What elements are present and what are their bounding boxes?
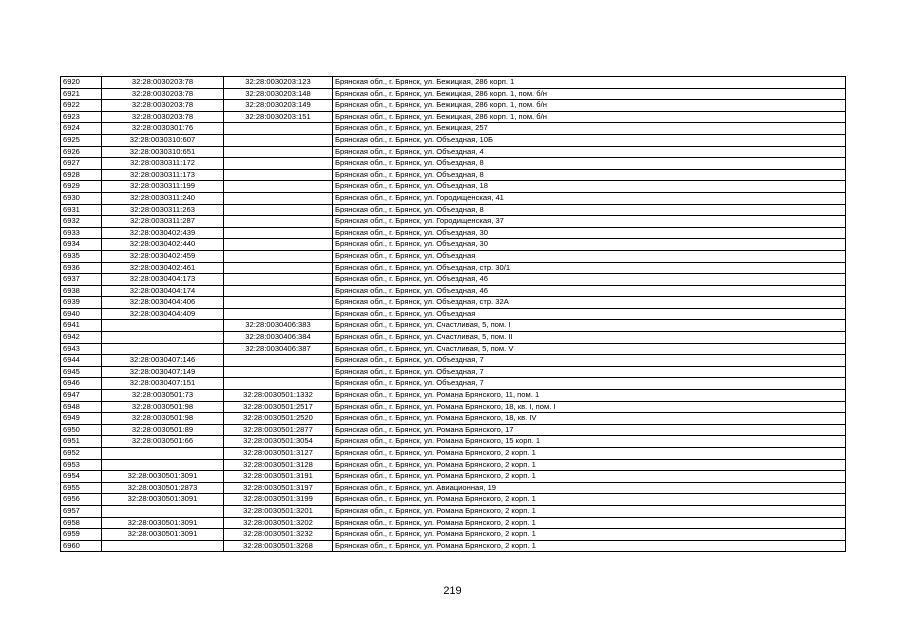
table-row — [61, 494, 846, 506]
parcel-number-cell: 32:28:0030311:199 — [102, 181, 224, 193]
row-number-cell: 6940 — [61, 308, 102, 320]
table-row — [61, 448, 846, 460]
row-number-cell: 6960 — [61, 540, 102, 552]
object-number-cell — [224, 216, 333, 228]
parcel-number-cell — [102, 459, 224, 471]
parcel-number-cell: 32:28:0030311:263 — [102, 204, 224, 216]
address-cell: Брянская обл., г. Брянск, ул. Романа Брянского, 18, кв. IV — [333, 413, 846, 425]
table-row — [61, 459, 846, 471]
address-cell: Брянская обл., г. Брянск, ул. Объездная, стр. 30/1 — [333, 262, 846, 274]
table-row — [61, 274, 846, 286]
table-row — [61, 297, 846, 309]
table-row — [61, 505, 846, 517]
address-cell: Брянская обл., г. Брянск, ул. Романа Брянского, 11, пом. 1 — [333, 390, 846, 402]
table-row — [61, 123, 846, 135]
table-row — [61, 366, 846, 378]
table-row — [61, 158, 846, 170]
object-number-cell: 32:28:0030501:3128 — [224, 459, 333, 471]
table-row — [61, 343, 846, 355]
address-cell: Брянская обл., г. Брянск, ул. Романа Брянского, 17 — [333, 424, 846, 436]
object-number-cell — [224, 169, 333, 181]
table-row — [61, 390, 846, 402]
parcel-number-cell: 32:28:0030501:89 — [102, 424, 224, 436]
address-cell: Брянская обл., г. Брянск, ул. Городищенская, 41 — [333, 192, 846, 204]
row-number-cell: 6926 — [61, 146, 102, 158]
table-row — [61, 204, 846, 216]
address-cell: Брянская обл., г. Брянск, ул. Бежицкая, 286 корп. 1, пом. б/н — [333, 111, 846, 123]
address-cell: Брянская обл., г. Брянск, ул. Счастливая, 5, пом. I — [333, 320, 846, 332]
object-number-cell: 32:28:0030406:383 — [224, 320, 333, 332]
table-row — [61, 100, 846, 112]
parcel-number-cell: 32:28:0030301:76 — [102, 123, 224, 135]
object-number-cell: 32:28:0030501:3202 — [224, 517, 333, 529]
parcel-number-cell: 32:28:0030402:439 — [102, 227, 224, 239]
address-cell: Брянская обл., г. Брянск, ул. Объездная, 8 — [333, 158, 846, 170]
table-row — [61, 146, 846, 158]
object-number-cell: 32:28:0030501:3054 — [224, 436, 333, 448]
address-cell: Брянская обл., г. Брянск, ул. Объездная, 46 — [333, 285, 846, 297]
row-number-cell: 6941 — [61, 320, 102, 332]
object-number-cell — [224, 285, 333, 297]
parcel-number-cell: 32:28:0030311:240 — [102, 192, 224, 204]
parcel-number-cell: 32:28:0030501:2873 — [102, 482, 224, 494]
table-row — [61, 77, 846, 89]
row-number-cell: 6922 — [61, 100, 102, 112]
address-cell: Брянская обл., г. Брянск, ул. Романа Брянского, 2 корп. 1 — [333, 494, 846, 506]
row-number-cell: 6956 — [61, 494, 102, 506]
address-cell: Брянская обл., г. Брянск, ул. Авиационная, 19 — [333, 482, 846, 494]
address-cell: Брянская обл., г. Брянск, ул. Объездная, 30 — [333, 239, 846, 251]
table-row — [61, 285, 846, 297]
parcel-number-cell: 32:28:0030203:78 — [102, 88, 224, 100]
object-number-cell: 32:28:0030501:3127 — [224, 448, 333, 460]
object-number-cell: 32:28:0030203:151 — [224, 111, 333, 123]
row-number-cell: 6942 — [61, 332, 102, 344]
table-row — [61, 482, 846, 494]
address-cell: Брянская обл., г. Брянск, ул. Объездная, 30 — [333, 227, 846, 239]
parcel-number-cell: 32:28:0030404:173 — [102, 274, 224, 286]
table-row — [61, 111, 846, 123]
row-number-cell: 6948 — [61, 401, 102, 413]
parcel-number-cell: 32:28:0030407:149 — [102, 366, 224, 378]
address-cell: Брянская обл., г. Брянск, ул. Романа Брянского, 2 корп. 1 — [333, 471, 846, 483]
address-cell: Брянская обл., г. Брянск, ул. Объездная, 7 — [333, 378, 846, 390]
address-cell: Брянская обл., г. Брянск, ул. Романа Брянского, 2 корп. 1 — [333, 540, 846, 552]
row-number-cell: 6950 — [61, 424, 102, 436]
table-row — [61, 401, 846, 413]
object-number-cell — [224, 204, 333, 216]
address-cell: Брянская обл., г. Брянск, ул. Романа Брянского, 15 корп. 1 — [333, 436, 846, 448]
object-number-cell — [224, 297, 333, 309]
object-number-cell — [224, 239, 333, 251]
registry-table-body — [61, 77, 846, 552]
parcel-number-cell: 32:28:0030501:98 — [102, 401, 224, 413]
parcel-number-cell — [102, 343, 224, 355]
row-number-cell: 6939 — [61, 297, 102, 309]
address-cell: Брянская обл., г. Брянск, ул. Объездная, 46 — [333, 274, 846, 286]
address-cell: Брянская обл., г. Брянск, ул. Объездная, стр. 32А — [333, 297, 846, 309]
parcel-number-cell: 32:28:0030501:3091 — [102, 471, 224, 483]
table-row — [61, 88, 846, 100]
row-number-cell: 6937 — [61, 274, 102, 286]
table-row — [61, 134, 846, 146]
row-number-cell: 6931 — [61, 204, 102, 216]
row-number-cell: 6935 — [61, 250, 102, 262]
parcel-number-cell — [102, 540, 224, 552]
row-number-cell: 6929 — [61, 181, 102, 193]
parcel-number-cell: 32:28:0030311:173 — [102, 169, 224, 181]
table-row — [61, 471, 846, 483]
table-row — [61, 308, 846, 320]
table-row — [61, 320, 846, 332]
registry-table — [60, 76, 846, 552]
object-number-cell: 32:28:0030501:2517 — [224, 401, 333, 413]
parcel-number-cell: 32:28:0030203:78 — [102, 111, 224, 123]
address-cell: Брянская обл., г. Брянск, ул. Романа Брянского, 2 корп. 1 — [333, 459, 846, 471]
table-row — [61, 540, 846, 552]
parcel-number-cell: 32:28:0030310:607 — [102, 134, 224, 146]
table-row — [61, 239, 846, 251]
table-row — [61, 424, 846, 436]
object-number-cell — [224, 181, 333, 193]
row-number-cell: 6938 — [61, 285, 102, 297]
address-cell: Брянская обл., г. Брянск, ул. Бежицкая, 257 — [333, 123, 846, 135]
parcel-number-cell — [102, 332, 224, 344]
row-number-cell: 6932 — [61, 216, 102, 228]
parcel-number-cell: 32:28:0030404:174 — [102, 285, 224, 297]
object-number-cell — [224, 274, 333, 286]
address-cell: Брянская обл., г. Брянск, ул. Объездная, 7 — [333, 366, 846, 378]
table-row — [61, 181, 846, 193]
object-number-cell: 32:28:0030501:3199 — [224, 494, 333, 506]
object-number-cell — [224, 262, 333, 274]
object-number-cell — [224, 378, 333, 390]
row-number-cell: 6952 — [61, 448, 102, 460]
address-cell: Брянская обл., г. Брянск, ул. Романа Брянского, 18, кв. I, пом. I — [333, 401, 846, 413]
table-row — [61, 227, 846, 239]
object-number-cell — [224, 366, 333, 378]
address-cell: Брянская обл., г. Брянск, ул. Романа Брянского, 2 корп. 1 — [333, 505, 846, 517]
table-row — [61, 192, 846, 204]
row-number-cell: 6955 — [61, 482, 102, 494]
row-number-cell: 6928 — [61, 169, 102, 181]
address-cell: Брянская обл., г. Брянск, ул. Романа Брянского, 2 корп. 1 — [333, 517, 846, 529]
row-number-cell: 6949 — [61, 413, 102, 425]
parcel-number-cell: 32:28:0030501:73 — [102, 390, 224, 402]
row-number-cell: 6943 — [61, 343, 102, 355]
parcel-number-cell: 32:28:0030203:78 — [102, 77, 224, 89]
object-number-cell — [224, 123, 333, 135]
parcel-number-cell: 32:28:0030402:440 — [102, 239, 224, 251]
address-cell: Брянская обл., г. Брянск, ул. Объездная — [333, 308, 846, 320]
row-number-cell: 6953 — [61, 459, 102, 471]
table-row — [61, 262, 846, 274]
address-cell: Брянская обл., г. Брянск, ул. Объездная, 10Б — [333, 134, 846, 146]
object-number-cell: 32:28:0030501:3201 — [224, 505, 333, 517]
row-number-cell: 6945 — [61, 366, 102, 378]
parcel-number-cell: 32:28:0030402:461 — [102, 262, 224, 274]
table-row — [61, 529, 846, 541]
table-row — [61, 517, 846, 529]
object-number-cell — [224, 134, 333, 146]
row-number-cell: 6958 — [61, 517, 102, 529]
object-number-cell — [224, 227, 333, 239]
address-cell: Брянская обл., г. Брянск, ул. Городищенская, 37 — [333, 216, 846, 228]
row-number-cell: 6951 — [61, 436, 102, 448]
address-cell: Брянская обл., г. Брянск, ул. Объездная, 4 — [333, 146, 846, 158]
parcel-number-cell: 32:28:0030402:459 — [102, 250, 224, 262]
page-number: 219 — [443, 585, 462, 597]
row-number-cell: 6923 — [61, 111, 102, 123]
parcel-number-cell: 32:28:0030310:651 — [102, 146, 224, 158]
table-row — [61, 332, 846, 344]
object-number-cell: 32:28:0030406:384 — [224, 332, 333, 344]
object-number-cell: 32:28:0030501:2520 — [224, 413, 333, 425]
object-number-cell: 32:28:0030203:149 — [224, 100, 333, 112]
parcel-number-cell: 32:28:0030203:78 — [102, 100, 224, 112]
parcel-number-cell: 32:28:0030501:3091 — [102, 529, 224, 541]
row-number-cell: 6944 — [61, 355, 102, 367]
object-number-cell: 32:28:0030203:123 — [224, 77, 333, 89]
parcel-number-cell: 32:28:0030501:66 — [102, 436, 224, 448]
object-number-cell — [224, 355, 333, 367]
table-row — [61, 355, 846, 367]
table-row — [61, 436, 846, 448]
row-number-cell: 6947 — [61, 390, 102, 402]
table-row — [61, 169, 846, 181]
row-number-cell: 6924 — [61, 123, 102, 135]
object-number-cell: 32:28:0030501:3268 — [224, 540, 333, 552]
address-cell: Брянская обл., г. Брянск, ул. Объездная, 7 — [333, 355, 846, 367]
address-cell: Брянская обл., г. Брянск, ул. Романа Брянского, 2 корп. 1 — [333, 448, 846, 460]
parcel-number-cell: 32:28:0030407:151 — [102, 378, 224, 390]
object-number-cell — [224, 146, 333, 158]
parcel-number-cell: 32:28:0030311:287 — [102, 216, 224, 228]
parcel-number-cell — [102, 505, 224, 517]
object-number-cell — [224, 158, 333, 170]
row-number-cell: 6936 — [61, 262, 102, 274]
parcel-number-cell: 32:28:0030501:3091 — [102, 494, 224, 506]
row-number-cell: 6921 — [61, 88, 102, 100]
address-cell: Брянская обл., г. Брянск, ул. Бежицкая, 286 корп. 1, пом. б/н — [333, 100, 846, 112]
object-number-cell — [224, 192, 333, 204]
row-number-cell: 6934 — [61, 239, 102, 251]
table-row — [61, 378, 846, 390]
address-cell: Брянская обл., г. Брянск, ул. Объездная — [333, 250, 846, 262]
object-number-cell: 32:28:0030501:1332 — [224, 390, 333, 402]
row-number-cell: 6927 — [61, 158, 102, 170]
object-number-cell: 32:28:0030406:387 — [224, 343, 333, 355]
row-number-cell: 6959 — [61, 529, 102, 541]
row-number-cell: 6925 — [61, 134, 102, 146]
row-number-cell: 6933 — [61, 227, 102, 239]
row-number-cell: 6946 — [61, 378, 102, 390]
address-cell: Брянская обл., г. Брянск, ул. Бежицкая, 286 корп. 1, пом. б/н — [333, 88, 846, 100]
object-number-cell: 32:28:0030501:3232 — [224, 529, 333, 541]
object-number-cell — [224, 308, 333, 320]
object-number-cell: 32:28:0030501:3191 — [224, 471, 333, 483]
address-cell: Брянская обл., г. Брянск, ул. Объездная, 8 — [333, 169, 846, 181]
parcel-number-cell: 32:28:0030404:406 — [102, 297, 224, 309]
table-row — [61, 250, 846, 262]
row-number-cell: 6920 — [61, 77, 102, 89]
parcel-number-cell: 32:28:0030501:3091 — [102, 517, 224, 529]
table-row — [61, 413, 846, 425]
address-cell: Брянская обл., г. Брянск, ул. Объездная, 8 — [333, 204, 846, 216]
row-number-cell: 6954 — [61, 471, 102, 483]
address-cell: Брянская обл., г. Брянск, ул. Объездная, 18 — [333, 181, 846, 193]
object-number-cell: 32:28:0030501:2877 — [224, 424, 333, 436]
address-cell: Брянская обл., г. Брянск, ул. Счастливая, 5, пом. V — [333, 343, 846, 355]
parcel-number-cell — [102, 320, 224, 332]
parcel-number-cell: 32:28:0030501:98 — [102, 413, 224, 425]
table-row — [61, 216, 846, 228]
address-cell: Брянская обл., г. Брянск, ул. Романа Брянского, 2 корп. 1 — [333, 529, 846, 541]
parcel-number-cell — [102, 448, 224, 460]
address-cell: Брянская обл., г. Брянск, ул. Бежицкая, 286 корп. 1 — [333, 77, 846, 89]
parcel-number-cell: 32:28:0030404:409 — [102, 308, 224, 320]
object-number-cell: 32:28:0030501:3197 — [224, 482, 333, 494]
address-cell: Брянская обл., г. Брянск, ул. Счастливая, 5, пом. II — [333, 332, 846, 344]
parcel-number-cell: 32:28:0030311:172 — [102, 158, 224, 170]
row-number-cell: 6930 — [61, 192, 102, 204]
parcel-number-cell: 32:28:0030407:146 — [102, 355, 224, 367]
object-number-cell: 32:28:0030203:148 — [224, 88, 333, 100]
object-number-cell — [224, 250, 333, 262]
row-number-cell: 6957 — [61, 505, 102, 517]
